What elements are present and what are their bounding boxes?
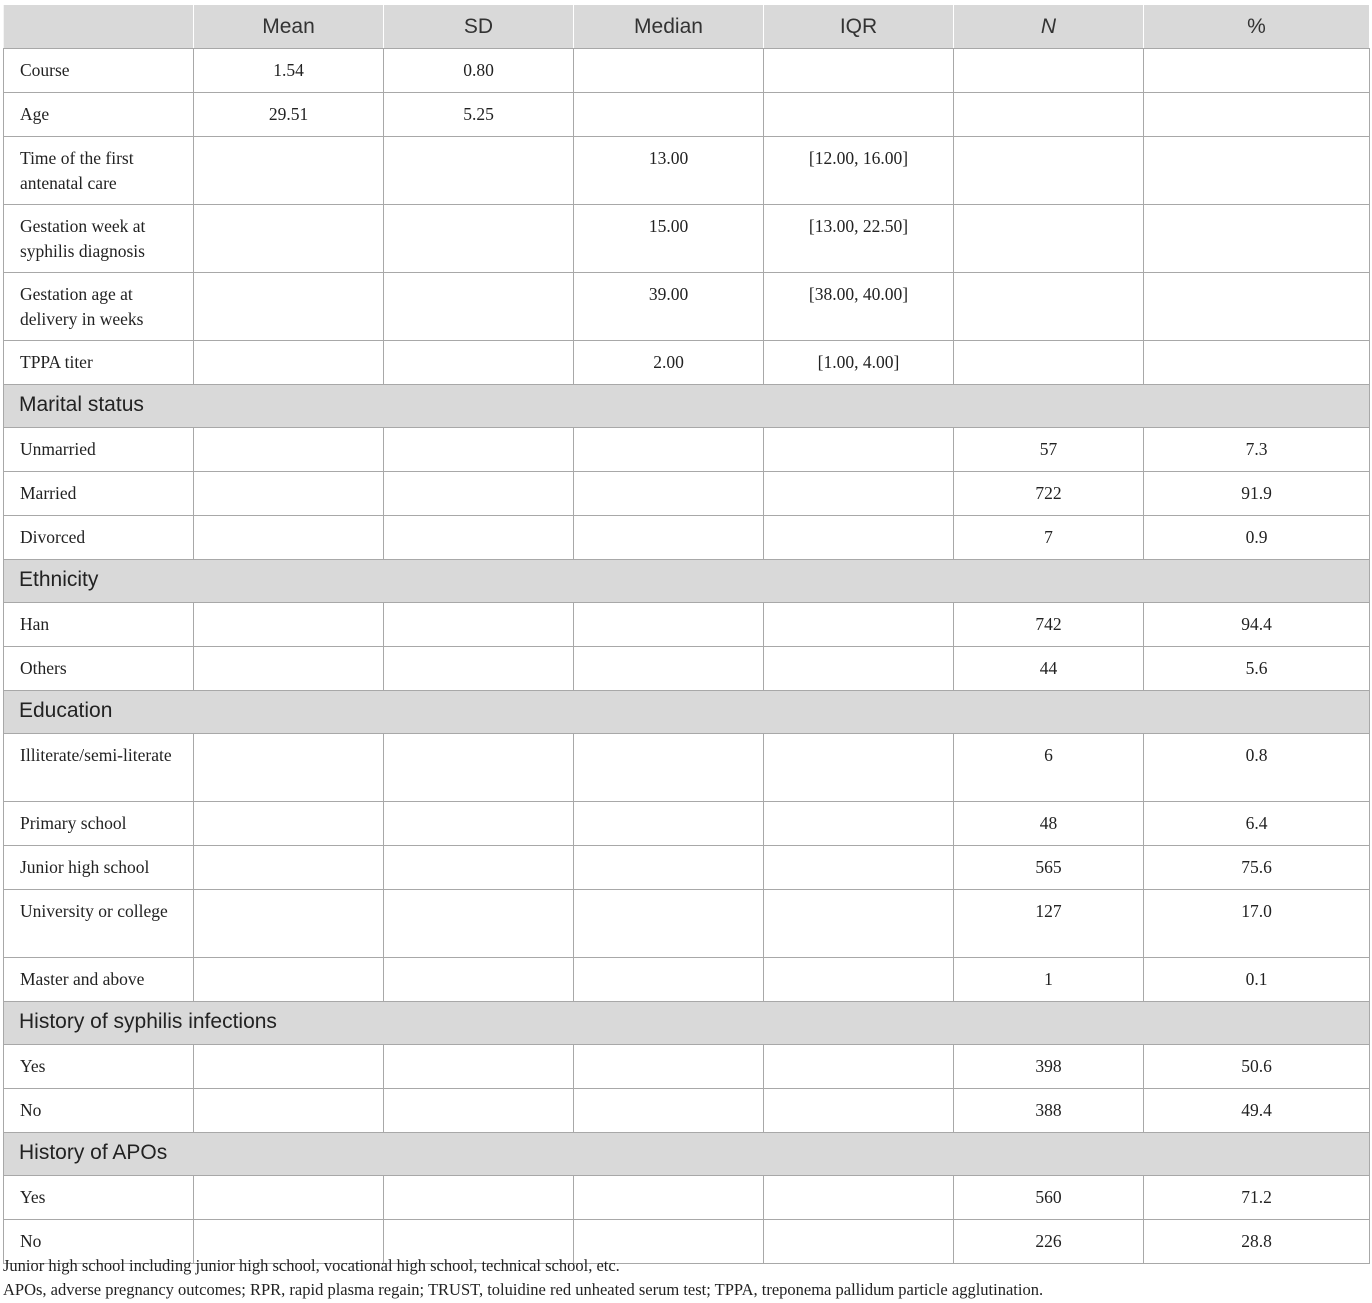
table-cell <box>384 846 574 890</box>
table-cell: 0.9 <box>1144 516 1370 560</box>
table-cell <box>384 647 574 691</box>
table-cell: 560 <box>954 1176 1144 1220</box>
table-row <box>4 472 1370 516</box>
table-cell <box>764 958 954 1002</box>
table-cell: 44 <box>954 647 1144 691</box>
table-footnotes <box>3 1254 1043 1302</box>
section-row <box>4 1133 1370 1176</box>
table-row <box>4 341 1370 385</box>
table-cell <box>194 1045 384 1089</box>
table-cell <box>1144 93 1370 137</box>
table-cell <box>384 603 574 647</box>
table-cell: 2.00 <box>574 341 764 385</box>
table-cell <box>764 428 954 472</box>
table-row <box>4 49 1370 93</box>
section-row <box>4 691 1370 734</box>
table-cell <box>194 802 384 846</box>
table-cell <box>764 1176 954 1220</box>
header-blank <box>4 5 194 49</box>
table-cell <box>954 341 1144 385</box>
table-cell: 388 <box>954 1089 1144 1133</box>
table-cell <box>384 273 574 341</box>
table-cell <box>574 802 764 846</box>
table-cell <box>764 603 954 647</box>
table-cell: 49.4 <box>1144 1089 1370 1133</box>
table-cell: 28.8 <box>1144 1220 1370 1264</box>
row-label: Primary school <box>4 802 194 846</box>
table-cell: [1.00, 4.00] <box>764 341 954 385</box>
table-row <box>4 1089 1370 1133</box>
table-cell: 565 <box>954 846 1144 890</box>
table-cell <box>764 516 954 560</box>
table-cell <box>764 93 954 137</box>
footnote: Junior high school including junior high school, vocational high school, technical school, etc. <box>3 1256 620 1275</box>
row-label: No <box>4 1089 194 1133</box>
demographics-table <box>3 4 1370 1264</box>
table-row <box>4 516 1370 560</box>
table-row <box>4 93 1370 137</box>
row-label: University or college <box>4 890 194 958</box>
table-cell: 742 <box>954 603 1144 647</box>
table-cell: [12.00, 16.00] <box>764 137 954 205</box>
table-cell: 226 <box>954 1220 1144 1264</box>
table-cell: 94.4 <box>1144 603 1370 647</box>
table-cell <box>764 734 954 802</box>
footnote: APOs, adverse pregnancy outcomes; RPR, rapid plasma regain; TRUST, toluidine red unheated serum test; TPPA, treponema pallidum particle agglutination. <box>3 1280 1044 1299</box>
table-cell <box>574 846 764 890</box>
table-row <box>4 1176 1370 1220</box>
row-label: Time of the first antenatal care <box>4 137 194 205</box>
table-cell: 50.6 <box>1144 1045 1370 1089</box>
table-cell <box>954 49 1144 93</box>
table-cell: 398 <box>954 1045 1144 1089</box>
table-cell <box>574 603 764 647</box>
table-cell <box>194 137 384 205</box>
table-cell <box>574 516 764 560</box>
table-cell <box>954 137 1144 205</box>
table-row <box>4 890 1370 958</box>
table-cell <box>764 802 954 846</box>
section-row <box>4 385 1370 428</box>
table-cell <box>384 516 574 560</box>
table-row <box>4 647 1370 691</box>
table-cell <box>764 846 954 890</box>
table-row <box>4 428 1370 472</box>
table-cell: 15.00 <box>574 205 764 273</box>
table-cell: 57 <box>954 428 1144 472</box>
section-heading: Education <box>4 691 1370 734</box>
table-cell: 0.80 <box>384 49 574 93</box>
table-cell <box>384 205 574 273</box>
table-cell <box>194 1089 384 1133</box>
row-label: Married <box>4 472 194 516</box>
table-cell: 0.1 <box>1144 958 1370 1002</box>
table-cell: 5.25 <box>384 93 574 137</box>
table-cell <box>194 846 384 890</box>
header-median: Median <box>574 5 764 49</box>
table-cell <box>194 958 384 1002</box>
table-cell <box>194 273 384 341</box>
table-row <box>4 1045 1370 1089</box>
table-cell: 0.8 <box>1144 734 1370 802</box>
section-heading: History of APOs <box>4 1133 1370 1176</box>
table-cell <box>194 428 384 472</box>
table-cell: 17.0 <box>1144 890 1370 958</box>
table-cell <box>194 1176 384 1220</box>
table-container <box>3 4 1369 1264</box>
table-cell <box>954 205 1144 273</box>
table-row <box>4 734 1370 802</box>
table-cell <box>574 428 764 472</box>
table-cell: 7 <box>954 516 1144 560</box>
row-label: Master and above <box>4 958 194 1002</box>
table-cell: 7.3 <box>1144 428 1370 472</box>
table-cell <box>194 472 384 516</box>
section-row <box>4 560 1370 603</box>
table-cell: 48 <box>954 802 1144 846</box>
table-cell: 127 <box>954 890 1144 958</box>
table-cell <box>384 1089 574 1133</box>
table-cell <box>574 647 764 691</box>
row-label: Divorced <box>4 516 194 560</box>
table-cell <box>764 1089 954 1133</box>
table-cell <box>764 49 954 93</box>
header-percent: % <box>1144 5 1370 49</box>
table-cell: 91.9 <box>1144 472 1370 516</box>
table-row <box>4 273 1370 341</box>
table-cell: [13.00, 22.50] <box>764 205 954 273</box>
table-cell <box>384 802 574 846</box>
table-cell <box>384 428 574 472</box>
table-header <box>4 5 1370 49</box>
table-cell: 722 <box>954 472 1144 516</box>
table-cell <box>384 1176 574 1220</box>
table-cell <box>764 890 954 958</box>
table-cell <box>194 603 384 647</box>
row-label: No <box>4 1220 194 1264</box>
table-cell <box>384 1045 574 1089</box>
row-label: Gestation age at delivery in weeks <box>4 273 194 341</box>
table-cell <box>574 958 764 1002</box>
row-label: Unmarried <box>4 428 194 472</box>
table-cell <box>1144 137 1370 205</box>
table-cell <box>574 1089 764 1133</box>
table-cell <box>194 205 384 273</box>
table-row <box>4 603 1370 647</box>
row-label: Gestation week at syphilis diagnosis <box>4 205 194 273</box>
table-cell: 39.00 <box>574 273 764 341</box>
header-mean: Mean <box>194 5 384 49</box>
table-row <box>4 846 1370 890</box>
table-cell <box>194 647 384 691</box>
table-cell <box>764 647 954 691</box>
table-row <box>4 802 1370 846</box>
table-cell: 1.54 <box>194 49 384 93</box>
table-cell <box>574 472 764 516</box>
row-label: Han <box>4 603 194 647</box>
table-cell: 6.4 <box>1144 802 1370 846</box>
table-cell <box>574 1045 764 1089</box>
table-cell <box>384 734 574 802</box>
table-cell: 1 <box>954 958 1144 1002</box>
table-cell <box>194 734 384 802</box>
table-cell <box>764 472 954 516</box>
table-cell <box>1144 273 1370 341</box>
row-label: Junior high school <box>4 846 194 890</box>
table-cell: 29.51 <box>194 93 384 137</box>
table-cell <box>764 1045 954 1089</box>
table-cell <box>384 958 574 1002</box>
table-cell <box>1144 205 1370 273</box>
table-cell <box>574 1176 764 1220</box>
table-cell <box>194 341 384 385</box>
table-cell <box>574 93 764 137</box>
table-row <box>4 137 1370 205</box>
header-n: N <box>954 5 1144 49</box>
section-heading: History of syphilis infections <box>4 1002 1370 1045</box>
table-cell: 75.6 <box>1144 846 1370 890</box>
table-cell <box>384 472 574 516</box>
table-cell <box>194 890 384 958</box>
table-cell <box>954 273 1144 341</box>
table-cell <box>384 890 574 958</box>
row-label: TPPA titer <box>4 341 194 385</box>
table-cell <box>574 890 764 958</box>
table-cell: 5.6 <box>1144 647 1370 691</box>
header-sd: SD <box>384 5 574 49</box>
table-cell: 71.2 <box>1144 1176 1370 1220</box>
table-cell <box>574 734 764 802</box>
table-row <box>4 205 1370 273</box>
row-label: Yes <box>4 1176 194 1220</box>
table-cell: 6 <box>954 734 1144 802</box>
table-cell: 13.00 <box>574 137 764 205</box>
table-cell <box>1144 341 1370 385</box>
table-cell <box>1144 49 1370 93</box>
table-body <box>4 49 1370 1264</box>
row-label: Others <box>4 647 194 691</box>
table-cell <box>574 49 764 93</box>
table-cell <box>384 137 574 205</box>
table-cell <box>954 93 1144 137</box>
header-row <box>4 5 1370 49</box>
row-label: Yes <box>4 1045 194 1089</box>
row-label: Illiterate/semi-literate <box>4 734 194 802</box>
section-heading: Ethnicity <box>4 560 1370 603</box>
table-row <box>4 958 1370 1002</box>
table-cell: [38.00, 40.00] <box>764 273 954 341</box>
row-label: Age <box>4 93 194 137</box>
row-label: Course <box>4 49 194 93</box>
table-cell <box>194 516 384 560</box>
section-heading: Marital status <box>4 385 1370 428</box>
table-cell <box>384 341 574 385</box>
header-iqr: IQR <box>764 5 954 49</box>
section-row <box>4 1002 1370 1045</box>
